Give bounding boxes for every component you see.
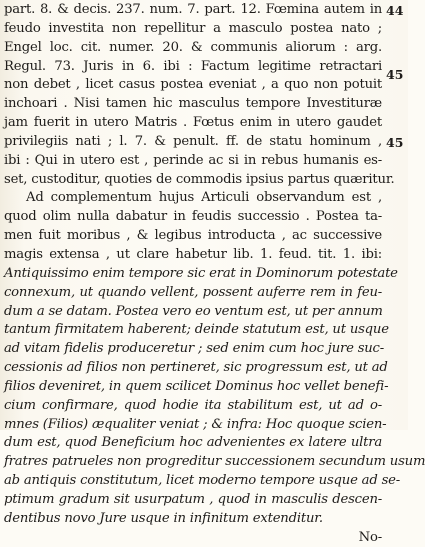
text-line: part. 8. & decis. 237. num. 7. part. 12. Fœmina autem in [4, 2, 382, 17]
quote-line: fratres patrueles non progreditur successionem secundum usum [4, 454, 425, 470]
quote-line: dentibus novo Jure usque in infinitum extenditur. [4, 510, 323, 526]
text-line: privilegiis nati ; l. 7. & penult. ff. de statu hominum , [4, 133, 382, 149]
text-line: Regul. 73. Juris in 6. ibi : Factum legitime retractari [4, 58, 382, 74]
text-line: Engel loc. cit. numer. 20. & communis aliorum : arg. [4, 39, 382, 55]
quote-line: ab antiquis constitutum, licet moderno tempore usque ad se- [4, 473, 401, 489]
quote-line: connexum, ut quando vellent, possent auferre rem in feu- [4, 284, 382, 300]
quote-line: dum est, quod Beneficium hoc advenientes ex latere ultra [4, 435, 382, 451]
quote-line: ad vitam fidelis produceretur ; sed enim cum hoc jure suc- [4, 341, 384, 357]
quote-line: filios deveniret, in quem scilicet Dominus hoc vellet benefi- [4, 378, 389, 394]
text-line: inchoari . Nisi tamen hic masculus tempore Investituræ [4, 96, 382, 112]
quote-line: Antiquissimo enim tempore sic erat in Dominorum potestate [4, 265, 398, 281]
catchword: No- [358, 529, 382, 545]
quote-line: cessionis ad filios non pertineret, sic progressum est, ut ad [4, 360, 388, 376]
text-line: non debet , licet casus postea eveniat , a quo non potuit [4, 77, 382, 93]
quote-line: mnes (Filios) æqualiter veniat ; & infra: Hoc quoque scien- [4, 416, 387, 432]
margin-note: 45 [386, 135, 404, 150]
text-line: ibi : Qui in utero est , perinde ac si in rebus humanis es- [4, 152, 382, 168]
margin-note: 45 [386, 67, 404, 82]
quote-line: dum a se datam. Postea vero eo ventum est, ut per annum [4, 303, 383, 319]
text-line: quod olim nulla dabatur in feudis successio . Postea ta- [4, 209, 382, 225]
paragraph-start-line: Ad complementum hujus Articuli observandum est , [26, 190, 382, 206]
quote-line: tantum firmitatem haberent; deinde statutum est, ut usque [4, 322, 389, 338]
text-line: magis extensa , ut clare habetur lib. 1. feud. tit. 1. ibi: [4, 246, 382, 262]
quote-line: cium confirmare, quod hodie ita stabilitum est, ut ad o- [4, 397, 382, 413]
text-line: men fuit moribus , & legibus introducta , ac successive [4, 228, 382, 244]
quote-line: ptimum gradum sit usurpatum , quod in masculis descen- [4, 491, 382, 507]
text-line: set, custoditur, quoties de commodis ipsius partus quæritur. [4, 171, 395, 187]
text-line: jam fuerit in utero Matris . Fœtus enim in utero gaudet [4, 115, 382, 131]
text-line: feudo investita non repellitur a masculo postea nato ; [4, 20, 382, 36]
margin-note: 44 [386, 3, 404, 18]
